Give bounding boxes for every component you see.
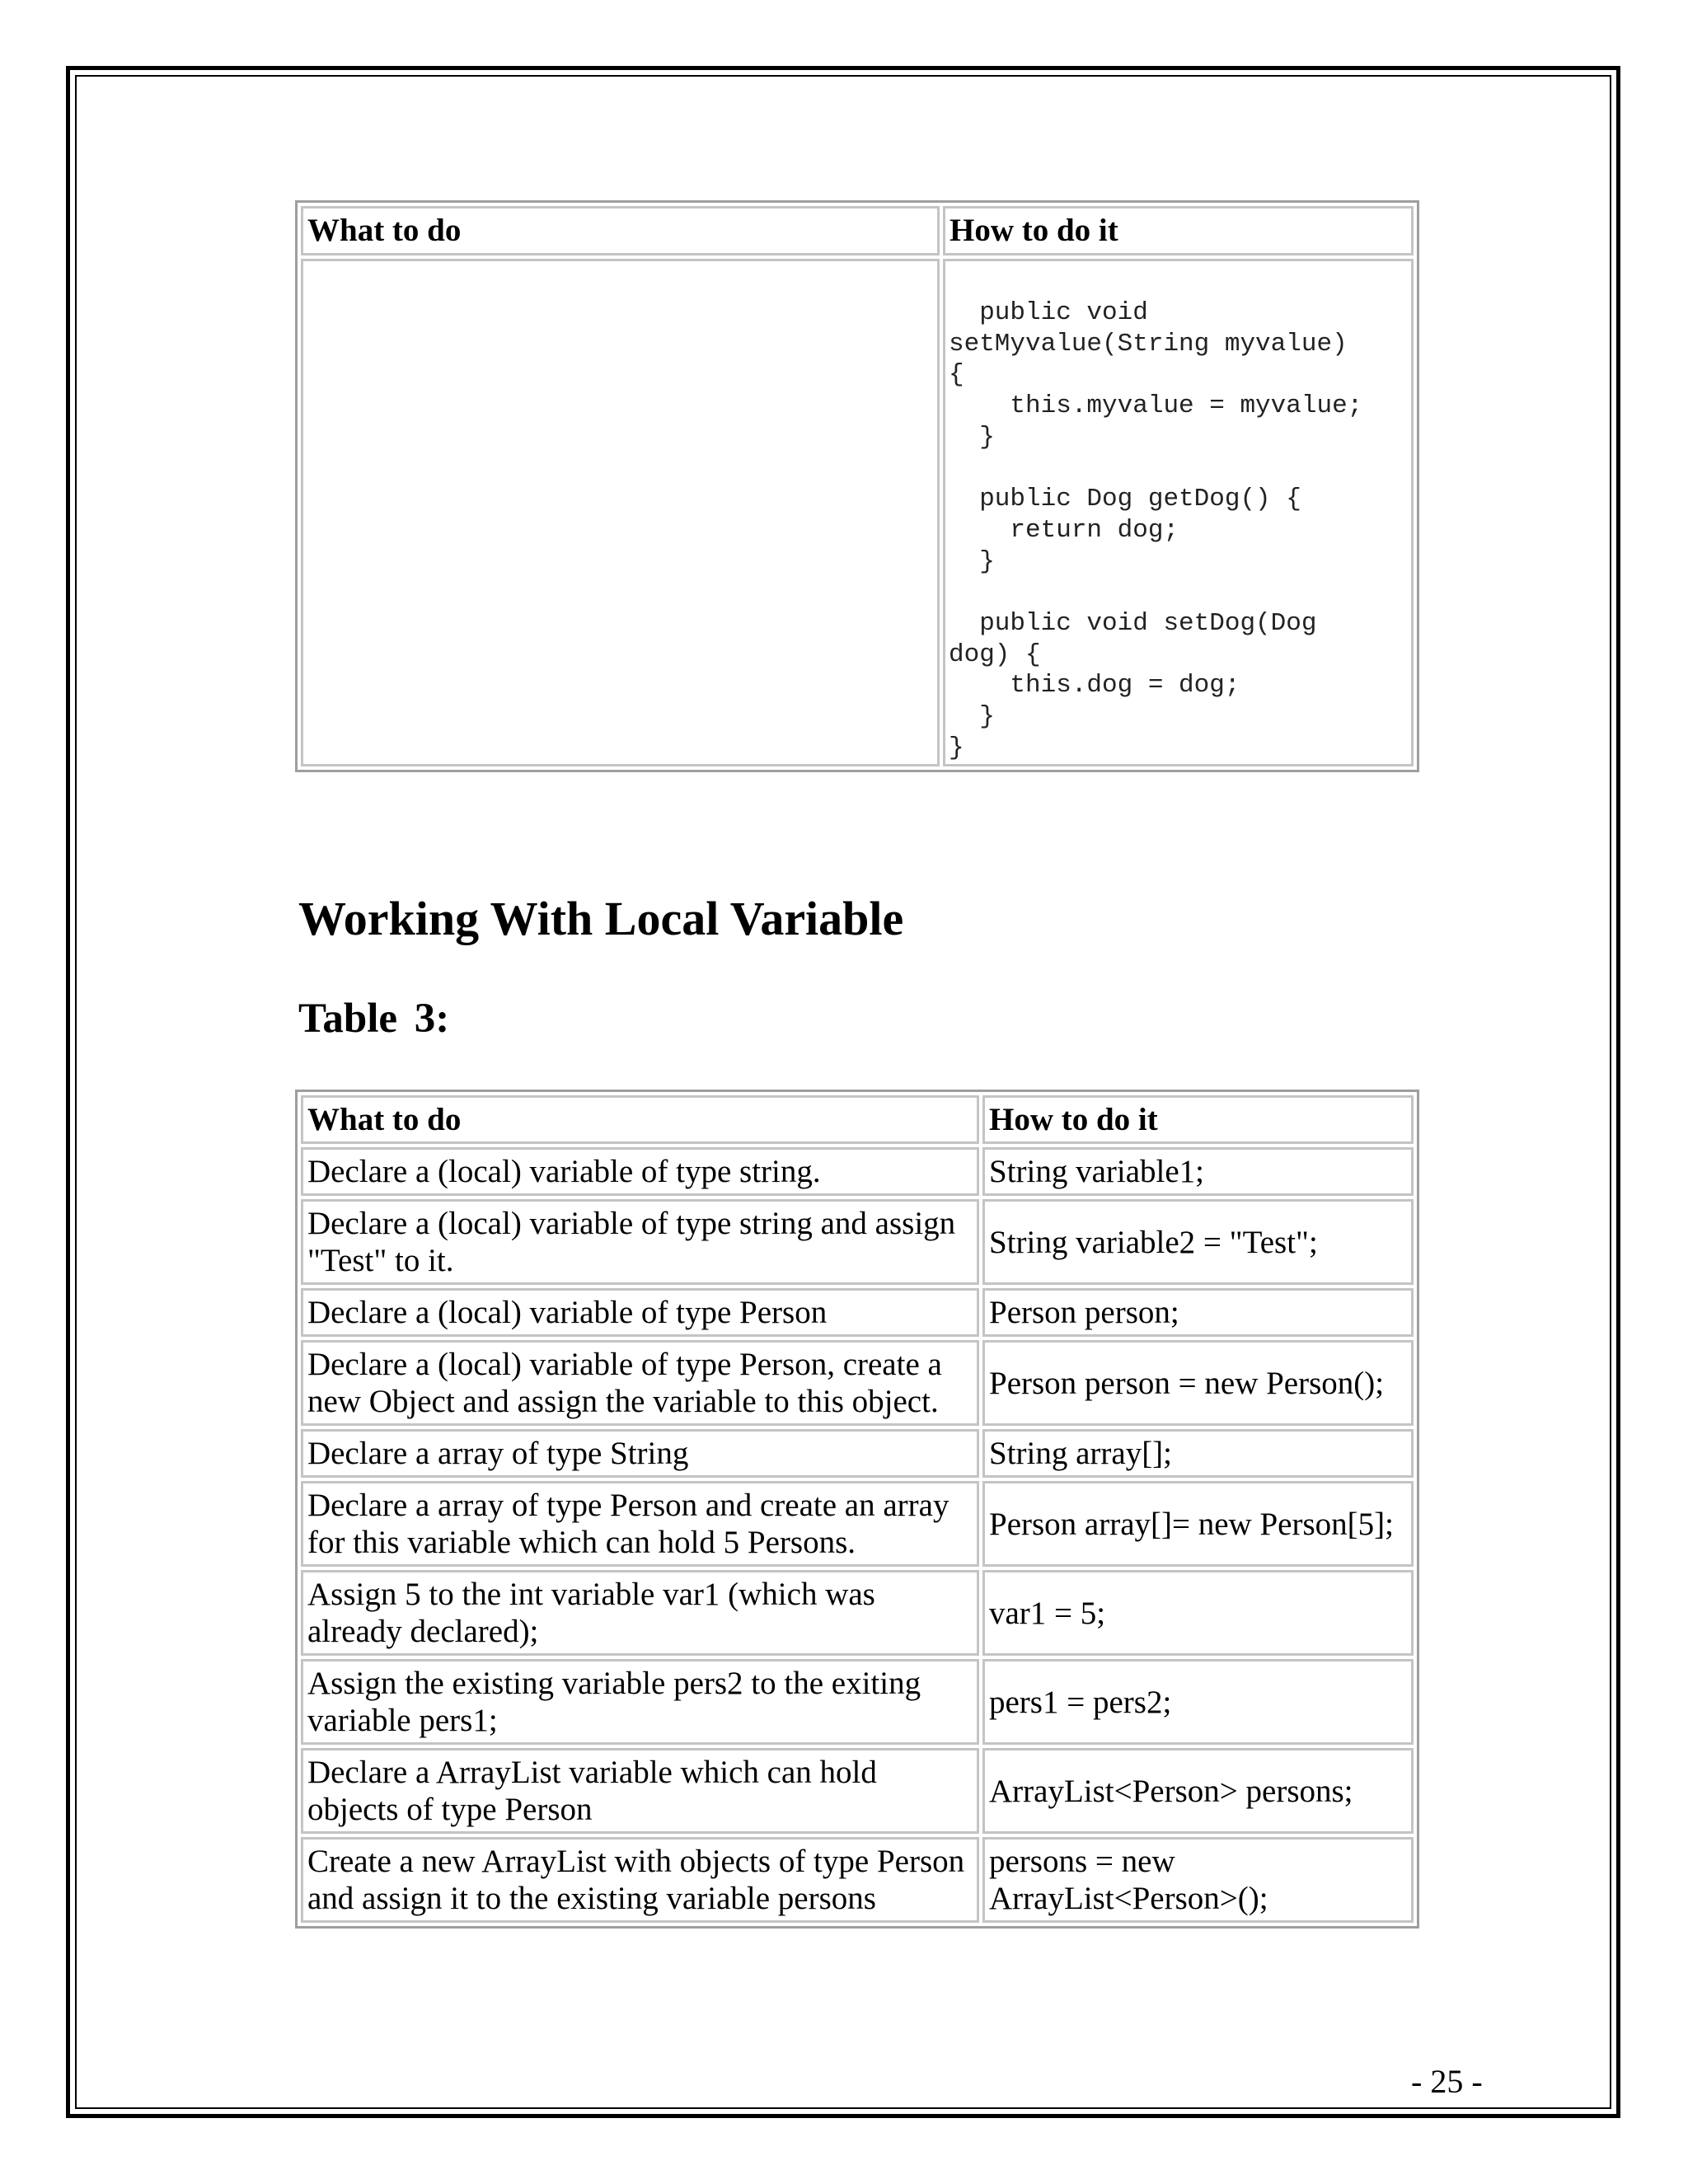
table-row [301,1429,1414,1478]
table-row [301,1288,1414,1337]
table-cell-what: Declare a ArrayList variable which can hold objects of type Person [301,1748,979,1834]
table-row [301,1340,1414,1426]
table-row [301,1659,1414,1745]
code-table [295,200,1419,772]
table-cell-what: Declare a (local) variable of type string. [301,1147,979,1196]
table-cell-how: ArrayList<Person> persons; [982,1748,1414,1834]
table-cell-how: var1 = 5; [982,1570,1414,1656]
header-how-to-do-it: How to do it [982,1095,1414,1144]
section-title: Working With Local Variable [298,892,904,945]
table-cell-what: Declare a array of type Person and create an array for this variable which can hold 5 Persons. [301,1481,979,1567]
table-row [301,1481,1414,1567]
table-row [301,1199,1414,1285]
header-what-to-do: What to do [301,206,940,255]
table-cell-how: Person array[]= new Person[5]; [982,1481,1414,1567]
table-row [301,1748,1414,1834]
table-cell-what: Assign the existing variable pers2 to the exiting variable pers1; [301,1659,979,1745]
table-cell-what [301,259,940,766]
table-cell-how [943,259,1414,766]
table-row [301,1837,1414,1923]
table-cell-how: Person person; [982,1288,1414,1337]
code-snippet: public void setMyvalue(String myvalue) { this.myvalue = myvalue; } public Dog getDog() { return dog; } public void setDog(Dog dog) { this.dog = dog; } } [949,298,1363,762]
table-cell-how: pers1 = pers2; [982,1659,1414,1745]
table-caption: Table 3: [298,996,450,1042]
table-cell-how: persons = new ArrayList<Person>(); [982,1837,1414,1923]
table-cell-what: Declare a (local) variable of type Person, create a new Object and assign the variable to this object. [301,1340,979,1426]
table-row [301,259,1414,766]
table-cell-how: String variable2 = "Test"; [982,1199,1414,1285]
table-header-row [301,206,1414,255]
table-header-row [301,1095,1414,1144]
table-cell-what: Declare a (local) variable of type Person [301,1288,979,1337]
page-number: - 25 - [1411,2063,1483,2100]
local-variable-table [295,1090,1419,1929]
header-how-to-do-it: How to do it [943,206,1414,255]
table-row [301,1147,1414,1196]
table-cell-how: String variable1; [982,1147,1414,1196]
table-cell-what: Declare a array of type String [301,1429,979,1478]
table-cell-what: Assign 5 to the int variable var1 (which was already declared); [301,1570,979,1656]
table-row [301,1570,1414,1656]
table-cell-how: Person person = new Person(); [982,1340,1414,1426]
table-cell-what: Declare a (local) variable of type string and assign "Test" to it. [301,1199,979,1285]
header-what-to-do: What to do [301,1095,979,1144]
table-cell-how: String array[]; [982,1429,1414,1478]
table-cell-what: Create a new ArrayList with objects of type Person and assign it to the existing variable persons [301,1837,979,1923]
